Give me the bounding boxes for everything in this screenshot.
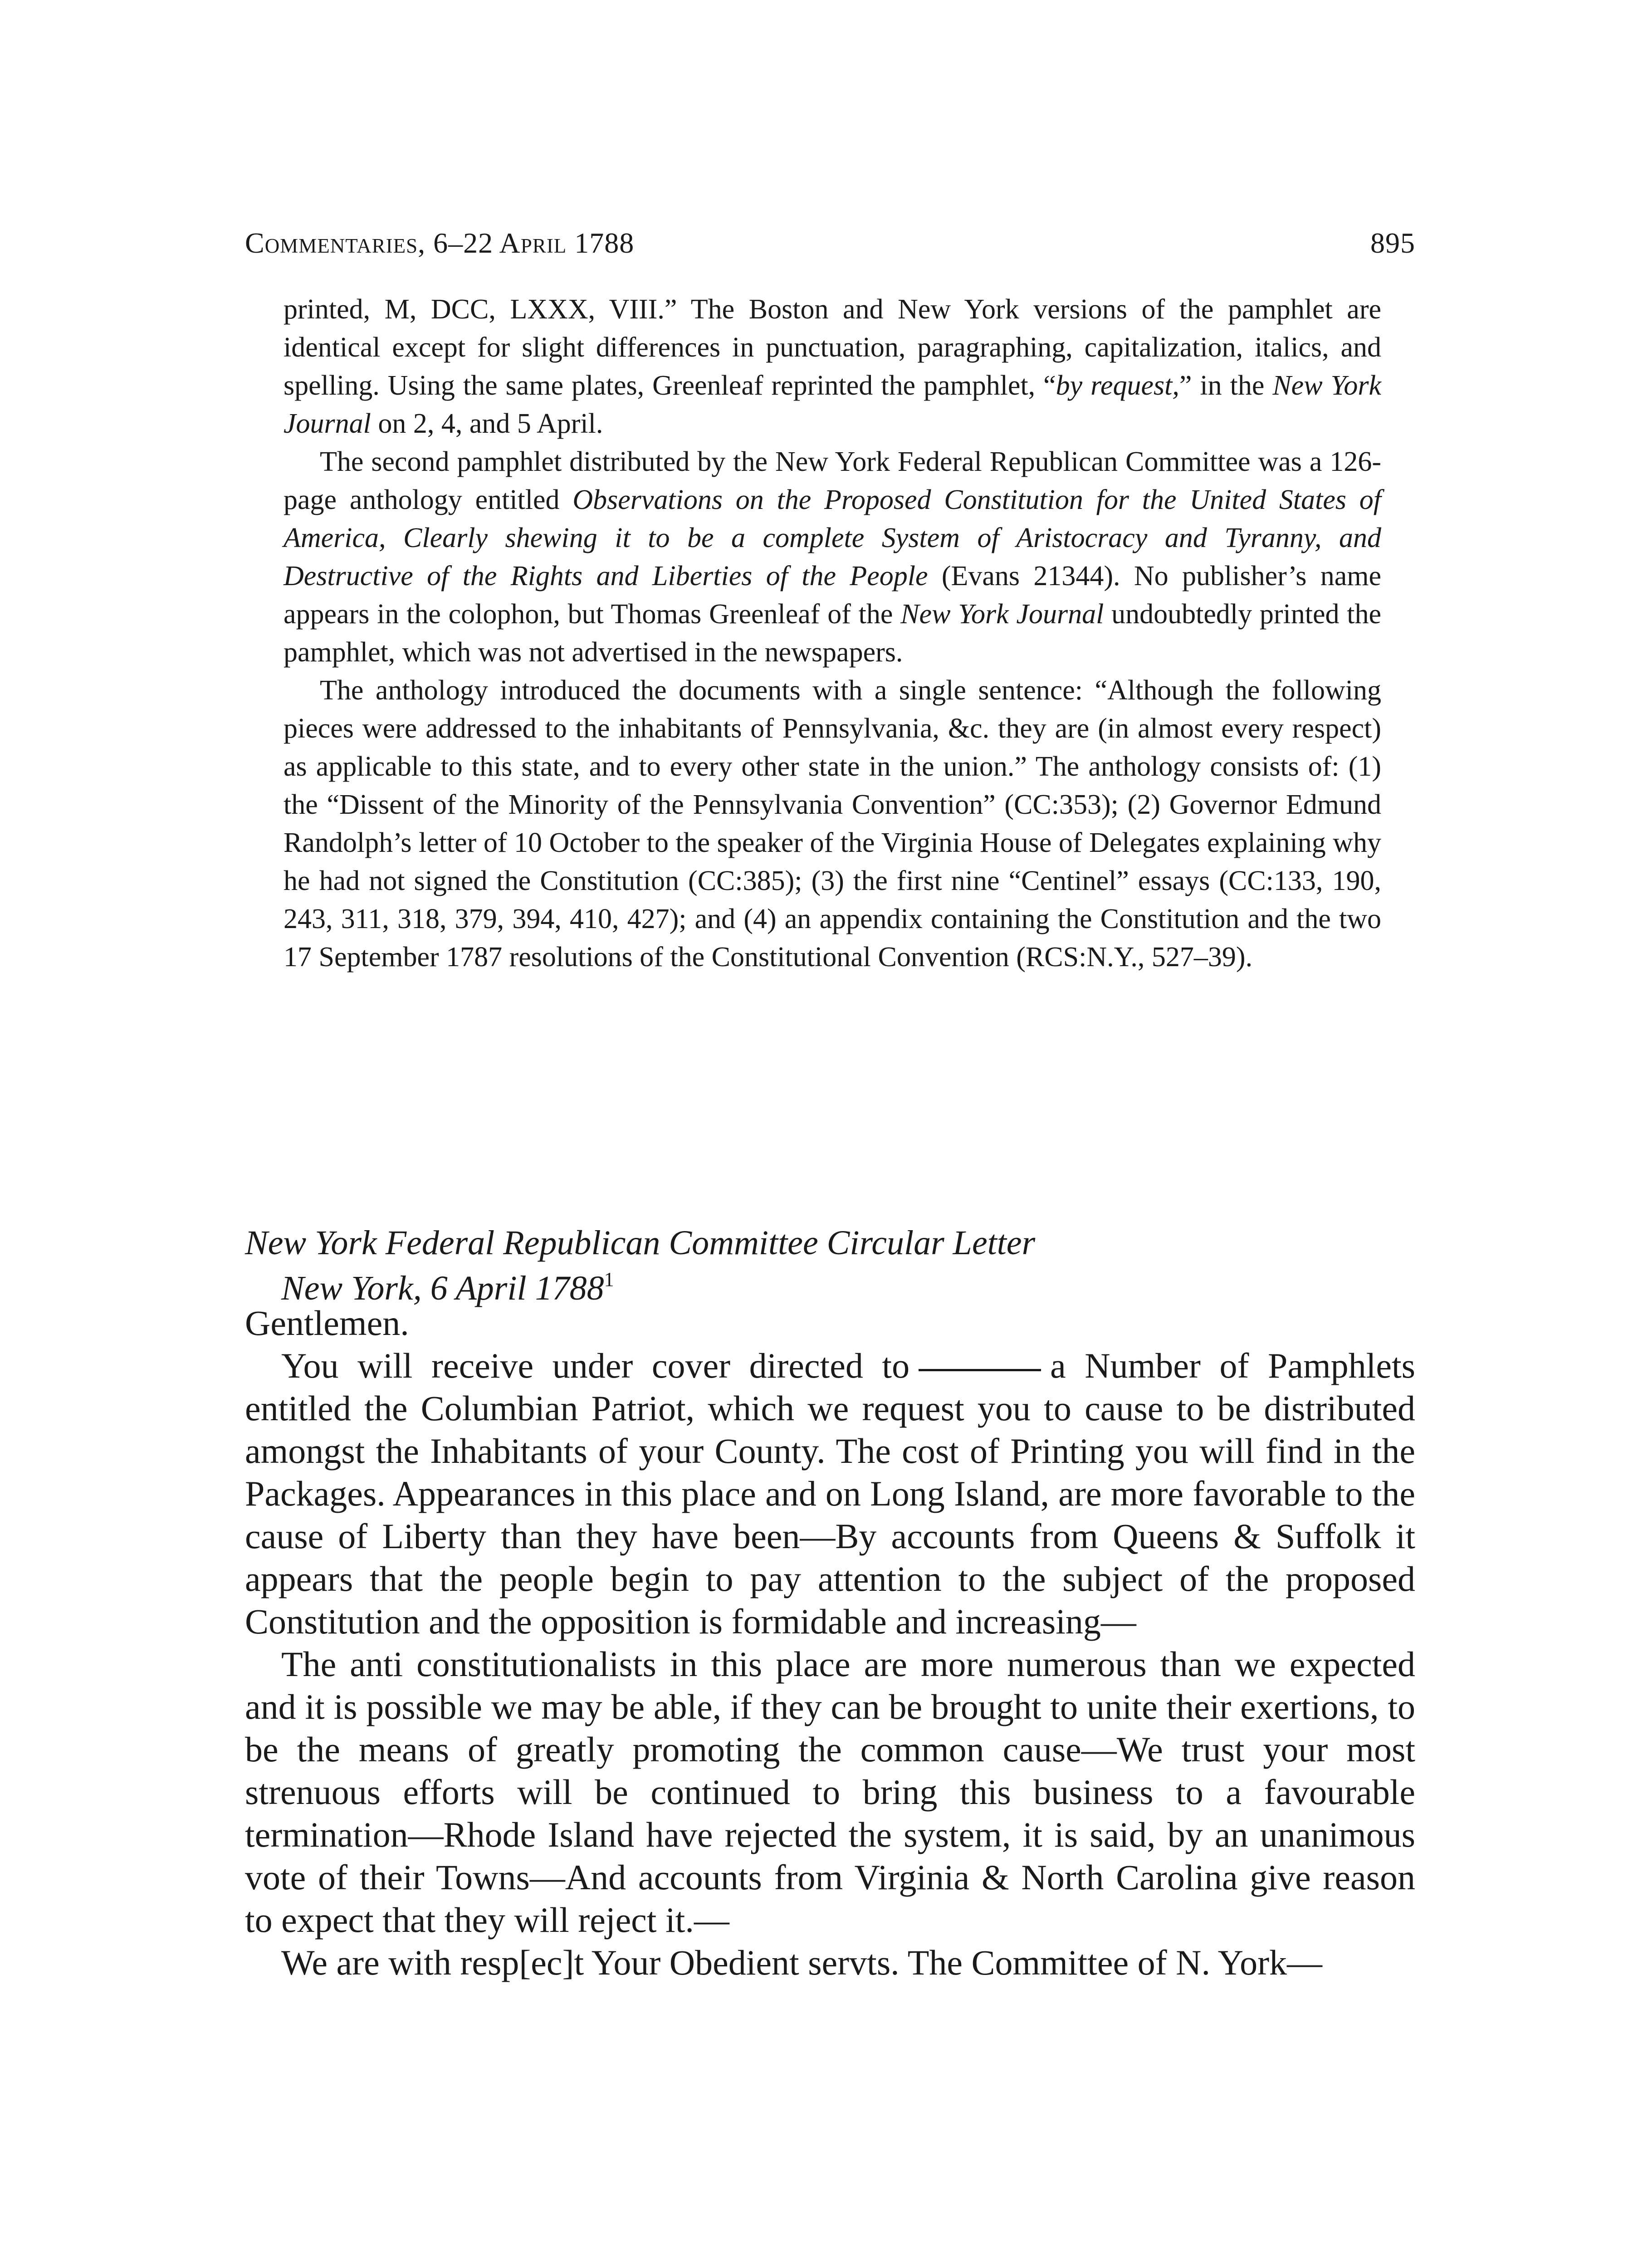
note-paragraph-3: The anthology introduced the documents with a single sentence: “Although the following pieces were addressed to the inhabitants of Pennsylvania, &c. they are (in almost every respect) as applicable to this state, and to every other state in the union.” The anthology consists of: (1) the “Dissent of the Minority of the Pennsylvania Convention” (CC:353); (2) Governor Edmund Randolph’s letter of 10 October to the speaker of the Virginia House of Delegates explaining why he had not signed the Constitution (CC:385); (3) the first nine “Centinel” essays (CC:133, 190, 243, 311, 318, 379, 394, 410, 427); and (4) an appendix containing the Constitution and the two 17 September 1787 resolutions of the Constitutional Convention (RCS:N.Y., 527–39).	[284, 675, 1381, 973]
running-head	[245, 220, 1415, 266]
salutation: Gentlemen.	[245, 1303, 409, 1343]
note-1-italic-a: by request,	[1056, 370, 1179, 401]
letter-closing: We are with resp[ec]t Your Obedient servts. The Committee of N. York—	[281, 1943, 1323, 1982]
letter-paragraph-1	[245, 1344, 1415, 1643]
note-2-italic-b: New York Journal	[900, 599, 1104, 630]
note-2-text-a: The second pamphlet distributed by the New York Federal Republican Committee was a 126-page anthology entitled	[284, 446, 1381, 515]
letter-1-text-b: a Number of Pamphlets entitled the Columbian Patriot, which we request you to cause to be distributed amongst the Inhabitants of your County. The cost of Printing you will find in the Packages. Appearances in this place and on Long Island, are more favorable to the cause of Liberty than they have been—By accounts from Queens & Suffolk it appears that the people begin to pay attention to the subject of the proposed Constitution and the opposition is formidable and increasing—	[245, 1346, 1415, 1641]
note-paragraph-1	[284, 290, 1381, 443]
note-1-italic-b: New York Journal	[284, 370, 1381, 439]
letter-1-text-a: You will receive under cover directed to	[281, 1346, 910, 1385]
heading-date: New York, 6 April 1788	[281, 1269, 604, 1307]
blank-line	[919, 1366, 1041, 1371]
note-2-text-b: (Evans 21344). No publisher’s name appears in the colophon, but Thomas Greenleaf of the	[284, 561, 1382, 630]
document-heading	[245, 1220, 1415, 1311]
note-paragraph-2	[284, 443, 1381, 671]
heading-title: New York Federal Republican Committee Circular Letter	[245, 1224, 1036, 1262]
note-1-text-b: ” in the	[1179, 370, 1273, 401]
note-2-italic-title: Observations on the Proposed Constitution for the United States of America, Clearly shewing it to be a complete System of Aristocracy and Tyranny, and Destructive of the Rights and Liberties of the People	[284, 484, 1382, 591]
page-number: 895	[1370, 227, 1415, 259]
letter-body	[245, 1302, 1415, 1984]
letter-paragraph-2: The anti constitutionalists in this place are more numerous than we expected and it is possible we may be able, if they can be brought to unite their exertions, to be the means of greatly promoting the common cause—We trust your most strenuous efforts will be continued to bring this business to a favourable termination—Rhode Island have rejected the system, it is said, by an unanimous vote of their Towns—And accounts from Virginia & North Carolina give reason to expect that they will reject it.—	[245, 1644, 1415, 1940]
footnote-ref: 1	[604, 1268, 614, 1290]
note-1-text-c: on 2, 4, and 5 April.	[371, 408, 603, 439]
running-head-title: Commentaries, 6–22 April 1788	[245, 227, 635, 259]
note-1-text-a: printed, M, DCC, LXXX, VIII.” The Boston and New York versions of the pamphlet are identical except for slight differences in punctuation, paragraphing, capitalization, italics, and spelling. Using the same plates, Greenleaf reprinted the pamphlet, “	[284, 294, 1381, 401]
editorial-notes	[284, 290, 1381, 976]
note-2-text-c: undoubtedly printed the pamphlet, which was not advertised in the newspapers.	[284, 599, 1381, 668]
